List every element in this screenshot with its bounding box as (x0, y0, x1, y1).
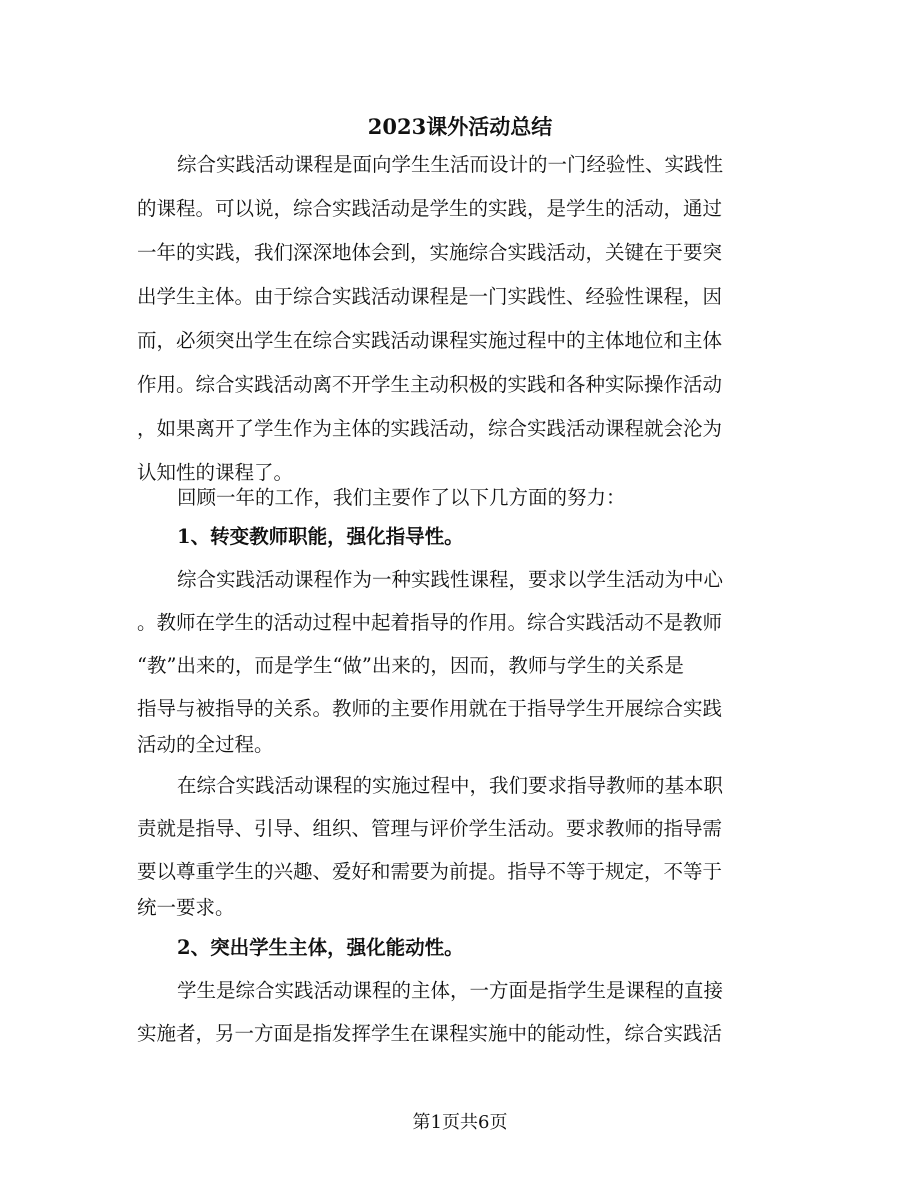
paragraph-line: 责就是指导、引导、组织、管理与评价学生活动。要求教师的指导需 (137, 817, 723, 840)
paragraph-line: 学生是综合实践活动课程的主体，一方面是指学生是课程的直接 (177, 979, 724, 1002)
page-number: 第1页共6页 (412, 1112, 508, 1133)
paragraph-line: 要以尊重学生的兴趣、爱好和需要为前提。指导不等于规定，不等于 (137, 860, 723, 883)
section-heading: 1、转变教师职能，强化指导性。 (177, 525, 464, 548)
paragraph-line: 指导与被指导的关系。教师的主要作用就在于指导学生开展综合实践 (137, 697, 723, 720)
paragraph-line: 活动的全过程。 (137, 733, 274, 756)
paragraph-line: 认知性的课程了。 (137, 461, 294, 484)
paragraph-line: 综合实践活动课程是面向学生生活而设计的一门经验性、实践性 (177, 153, 724, 176)
paragraph-line: 。教师在学生的活动过程中起着指导的作用。综合实践活动不是教师 (137, 611, 723, 634)
paragraph-line: 作用。综合实践活动离不开学生主动积极的实践和各种实际操作活动 (137, 373, 723, 396)
paragraph-line: 在综合实践活动课程的实施过程中，我们要求指导教师的基本职 (177, 774, 724, 797)
section-heading: 2、突出学生主体，强化能动性。 (177, 936, 464, 959)
paragraph-line: 统一要求。 (137, 896, 235, 919)
paragraph-line: 实施者，另一方面是指发挥学生在课程实施中的能动性，综合实践活 (137, 1022, 723, 1045)
paragraph-line: 综合实践活动课程作为一种实践性课程，要求以学生活动为中心 (177, 568, 724, 591)
paragraph-line: 回顾一年的工作，我们主要作了以下几方面的努力： (177, 486, 626, 509)
paragraph-line: 一年的实践，我们深深地体会到，实施综合实践活动，关键在于要突 (137, 241, 723, 264)
paragraph-line: 的课程。可以说，综合实践活动是学生的实践，是学生的活动，通过 (137, 197, 723, 220)
paragraph-line: 出学生主体。由于综合实践活动课程是一门实践性、经验性课程，因 (137, 285, 723, 308)
paragraph-line: 而，必须突出学生在综合实践活动课程实施过程中的主体地位和主体 (137, 329, 723, 352)
document-title: 2023课外活动总结 (367, 114, 553, 139)
paragraph-line: ，如果离开了学生作为主体的实践活动，综合实践活动课程就会沦为 (137, 417, 723, 440)
paragraph-line: “教”出来的，而是学生“做”出来的，因而，教师与学生的关系是 (137, 654, 684, 677)
